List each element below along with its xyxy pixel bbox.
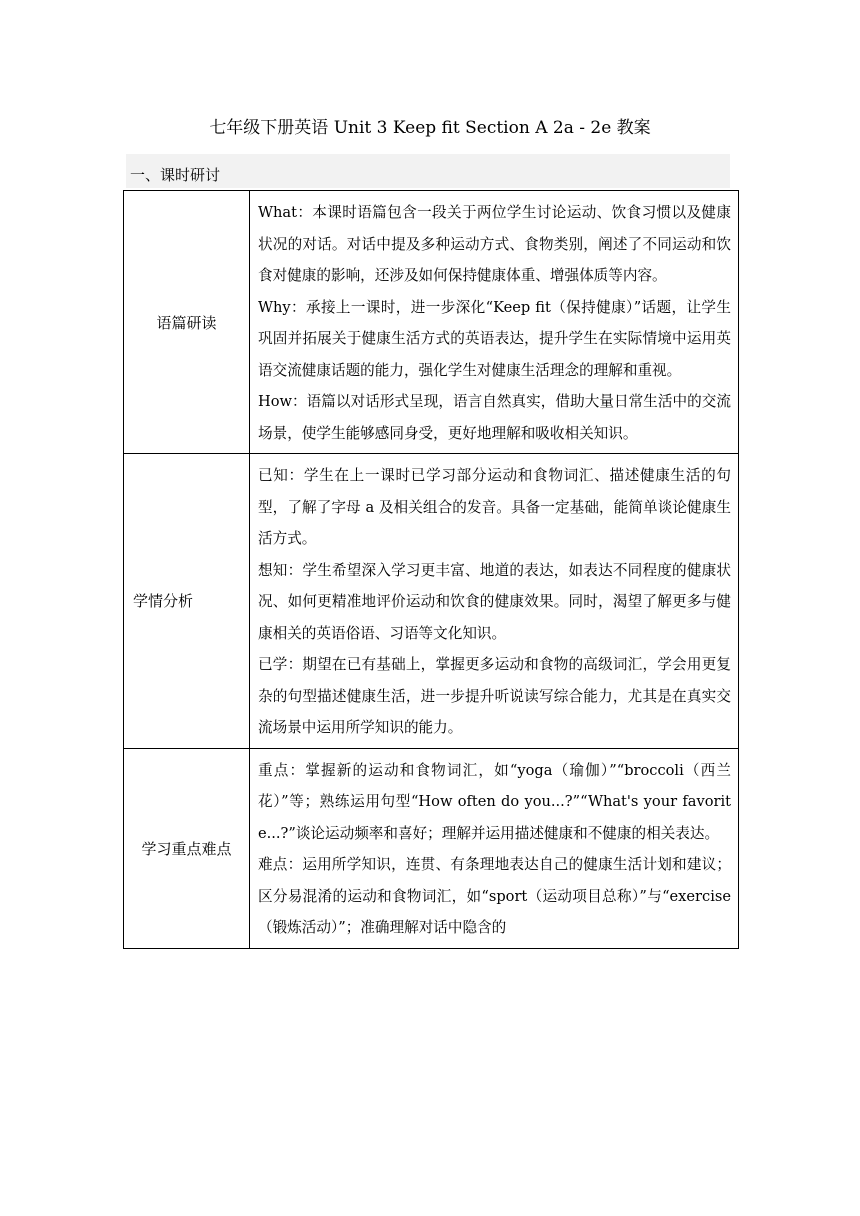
- row-content: [250, 454, 739, 749]
- paragraph-key-points: 重点：掌握新的运动和食物词汇，如“yoga（瑜伽）”“broccoli（西兰花）”等；熟练运用句型“How often do you...?”“What's your favorite...?”谈论运动频率和喜好；理解并运用描述健康和不健康的相关表达。: [258, 761, 731, 842]
- document-title: 七年级下册英语 Unit 3 Keep fit Section A 2a - 2e 教案: [209, 118, 651, 138]
- section-heading: 一、课时研讨: [126, 154, 730, 188]
- paragraph-how: How：语篇以对话形式呈现，语言自然真实，借助大量日常生活中的交流场景，使学生能够感同身受，更好地理解和吸收相关知识。: [258, 393, 731, 442]
- paragraph-what: What：本课时语篇包含一段关于两位学生讨论运动、饮食习惯以及健康状况的对话。对话中提及多种运动方式、食物类别，阐述了不同运动和饮食对健康的影响，还涉及如何保持健康体重、增强体质等内容。: [258, 204, 731, 284]
- paragraph-to-learn: 已学：期望在已有基础上，掌握更多运动和食物的高级词汇，学会用更复杂的句型描述健康生活，进一步提升听说读写综合能力，尤其是在真实交流场景中运用所学知识的能力。: [258, 656, 731, 736]
- lesson-plan-table: [123, 190, 739, 949]
- row-label: 学情分析: [124, 454, 250, 749]
- paragraph-want-to-know: 想知：学生希望深入学习更丰富、地道的表达，如表达不同程度的健康状况、如何更精准地评价运动和饮食的健康效果。同时，渴望了解更多与健康相关的英语俗语、习语等文化知识。: [258, 561, 731, 642]
- paragraph-known: 已知：学生在上一课时已学习部分运动和食物词汇、描述健康生活的句型，了解了字母 a 及相关组合的发音。具备一定基础，能简单谈论健康生活方式。: [258, 467, 731, 547]
- paragraph-why: Why：承接上一课时，进一步深化“Keep fit（保持健康）”话题，让学生巩固并拓展关于健康生活方式的英语表达，提升学生在实际情境中运用英语交流健康话题的能力，强化学生对健康生活理念的理解和重视。: [258, 298, 731, 379]
- row-label: 语篇研读: [124, 191, 250, 454]
- table-row-text-analysis: [124, 191, 739, 454]
- table-row-learner-analysis: [124, 454, 739, 749]
- paragraph-difficulties: 难点：运用所学知识，连贯、有条理地表达自己的健康生活计划和建议；区分易混淆的运动和食物词汇，如“sport（运动项目总称）”与“exercise（锻炼活动）”；准确理解对话中隐含的: [258, 856, 731, 936]
- table-row-key-points: [124, 748, 739, 948]
- row-label: 学习重点难点: [124, 748, 250, 948]
- row-content: [250, 191, 739, 454]
- row-content: [250, 748, 739, 948]
